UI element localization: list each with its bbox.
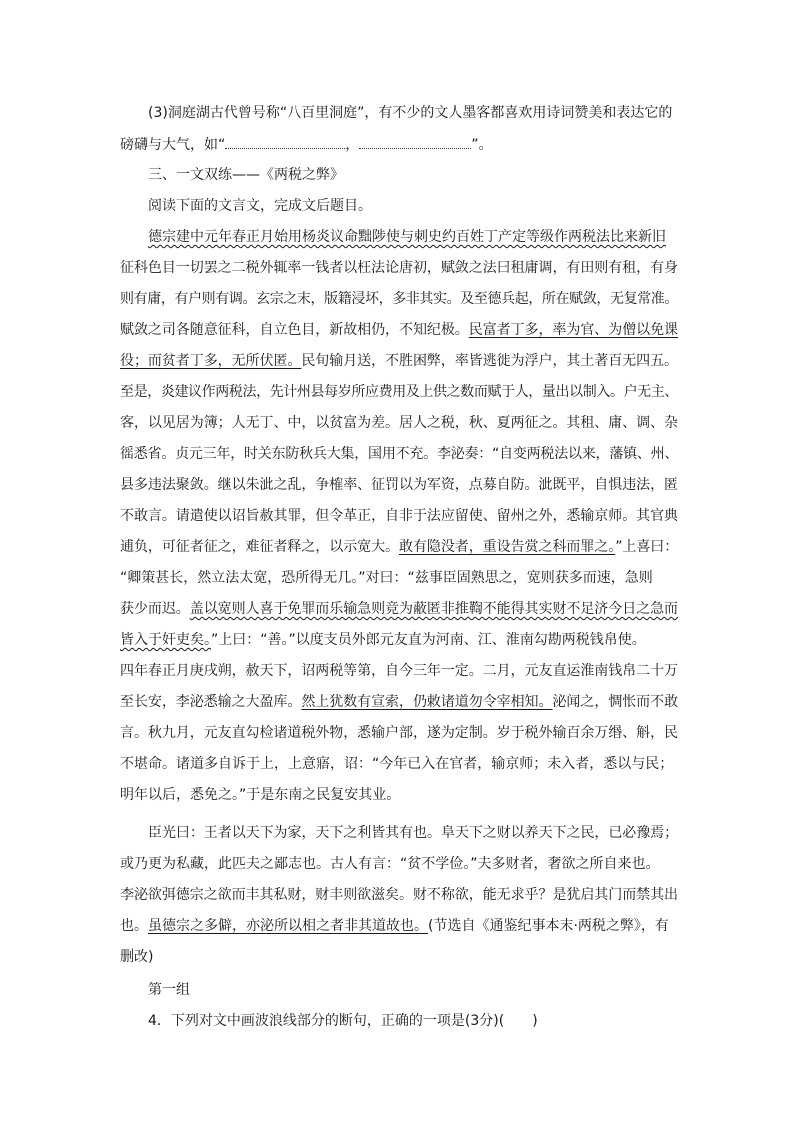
passage-line-19: 明年以后，悉免之。”于是东南之民复安其业。: [120, 787, 401, 803]
passage-line-2-text: 征科色目一切罢之二税外辄率一钱者以枉法论唐初，赋敛之法曰租庸调，有田则有租，有身: [120, 260, 678, 276]
answer-blank-1[interactable]: [225, 134, 345, 149]
q3-line-2: [120, 134, 493, 155]
source-note: (节选自《通鉴纪事本末·两税之弊》，有: [428, 918, 669, 934]
answer-blank-2[interactable]: [359, 134, 471, 149]
section-title: 三、一文双练——《两税之弊》: [148, 167, 344, 183]
passage-line-16-text: 至长安，李泌悉输之大盈库。: [120, 694, 302, 710]
commentary-line-2: 或乃更为私藏，此匹夫之鄙志也。古人有言：“贫不学俭。”夫多财者，奢欲之所自来也。: [120, 856, 660, 872]
passage-line-16-end: 泌闻之，惆怅而不敢: [552, 694, 679, 710]
q3-line-2-start: 磅礴与大气，如“: [120, 137, 226, 153]
passage-line-14-text: ”上曰：“善。”以度支员外郎元友直为河南、江、淮南勾勘两税钱帛使。: [211, 632, 646, 648]
passage-line-4-text: 赋敛之司各随意征科，自立色目，新故相仍，不知纪极。: [120, 322, 469, 338]
q3-separator: ，: [345, 137, 360, 153]
commentary-line-1: 臣光曰：王者以天下为家，天下之利皆其有也。阜天下之财以养天下之民，已必豫焉；: [148, 825, 679, 841]
passage-line-12: “卿策甚长，然立法太宽，恐所得无几。”对曰：“兹事臣固熟思之，宽则获多而速，急则: [120, 570, 653, 586]
commentary-line-3: 李泌欲弭德宗之欲而丰其私财，财丰则欲滋矣。财不称欲，能无求乎？是犹启其门而禁其出: [120, 887, 678, 903]
group-label: 第一组: [148, 982, 190, 998]
passage-line-14: [120, 630, 646, 650]
passage-line-11-end: ”上喜曰：: [615, 539, 679, 555]
passage-line-13: [120, 599, 678, 619]
instruction: 阅读下面的文言文，完成文后题目。: [148, 198, 372, 214]
underlined-sentence-3: 然上犹数有宣索，仍敕诸道勿令宰相知。: [301, 694, 553, 710]
passage-line-7: 客，以见居为簿；人无丁、中，以贫富为差。居人之税，秋、夏两征之。其租、庸、调、杂: [120, 415, 678, 431]
passage-line-11: [120, 537, 678, 557]
q3-line-2-end: ”。: [471, 137, 493, 153]
underlined-sentence-2: 敢有隐没者，重设告赏之科而罪之。: [399, 539, 616, 555]
wavy-sentence-2b: 皆入于奸吏矣。: [120, 632, 211, 648]
passage-line-15: 四年春正月庚戌朔，赦天下，诏两税等第，自今三年一定。二月，元友直运淮南钱帛二十万: [120, 663, 678, 679]
passage-line-5-text: 民旬输月送，不胜困弊，率皆逃徙为浮户，其土著百无四五。: [301, 353, 679, 369]
passage-line-9: 县多违法聚敛。继以朱泚之乱，争榷率、征罚以为军资，点募自防。泚既平，自惧违法，匿: [120, 477, 678, 493]
passage-line-4: [120, 320, 678, 340]
passage-line-3: 则有庸，有户则有调。玄宗之末，版籍浸坏，多非其实。及至德兵起，所在赋敛，无复常准。: [120, 291, 679, 307]
underlined-sentence-1b: 役；而贫者丁多，无所伏匿。: [120, 353, 302, 369]
passage-line-18: 不堪命。诸道多自诉于上，上意寤，诏：“今年已入在官者，输京师；未入者，悉以与民；: [120, 756, 674, 772]
commentary-line-4-text: 也。: [120, 918, 148, 934]
commentary-line-5: 删改): [120, 949, 154, 965]
passage-line-17: 言。秋九月，元友直勾检诸道税外物，悉输户部，遂为定制。岁于税外输百余万缗、斛，民: [120, 725, 678, 741]
commentary-line-4: [120, 916, 669, 936]
passage-line-11-text: 逋负，可征者征之，难征者释之，以示宽大。: [120, 539, 399, 555]
passage-line-2: [120, 258, 678, 278]
q3-line-1: (3)洞庭湖古代曾号称“八百里洞庭”，有不少的文人墨客都喜欢用诗词赞美和表达它的: [148, 105, 673, 121]
passage-line-8: 徭悉省。贞元三年，时关东防秋兵大集，国用不充。李泌奏：“自变两税法以来，藩镇、州、: [120, 446, 679, 462]
passage-line-13-text: 获少而迟。: [120, 601, 190, 617]
passage-line-5: [120, 351, 678, 371]
passage-line-6: 至是，炎建议作两税法，先计州县每岁所应费用及上供之数而赋于人，量出以制入。户无主、: [120, 384, 679, 400]
passage-line-16: [120, 692, 678, 712]
underlined-sentence-4: 虽德宗之多僻，亦泌所以相之者非其道故也。: [148, 918, 428, 934]
question-4: 4．下列对文中画波浪线部分的断句，正确的一项是(3分)( ): [148, 1013, 538, 1029]
passage-line-10: 不敢言。请遣使以诏旨赦其罪，但令革正，自非于法应留使、留州之外，悉输京师。其官典: [120, 508, 678, 524]
wavy-sentence-2a: 盖以宽则人喜于免罪而乐输急则竞为蔽匿非推鞫不能得其实财不足济今日之急而: [189, 601, 678, 617]
underlined-sentence-1a: 民富者丁多，率为官、为僧以免课: [468, 322, 678, 338]
passage-line-1: 德宗建中元年春正月始用杨炎议命黜陟使与刺史约百姓丁产定等级作两税法比来新旧: [148, 229, 666, 245]
